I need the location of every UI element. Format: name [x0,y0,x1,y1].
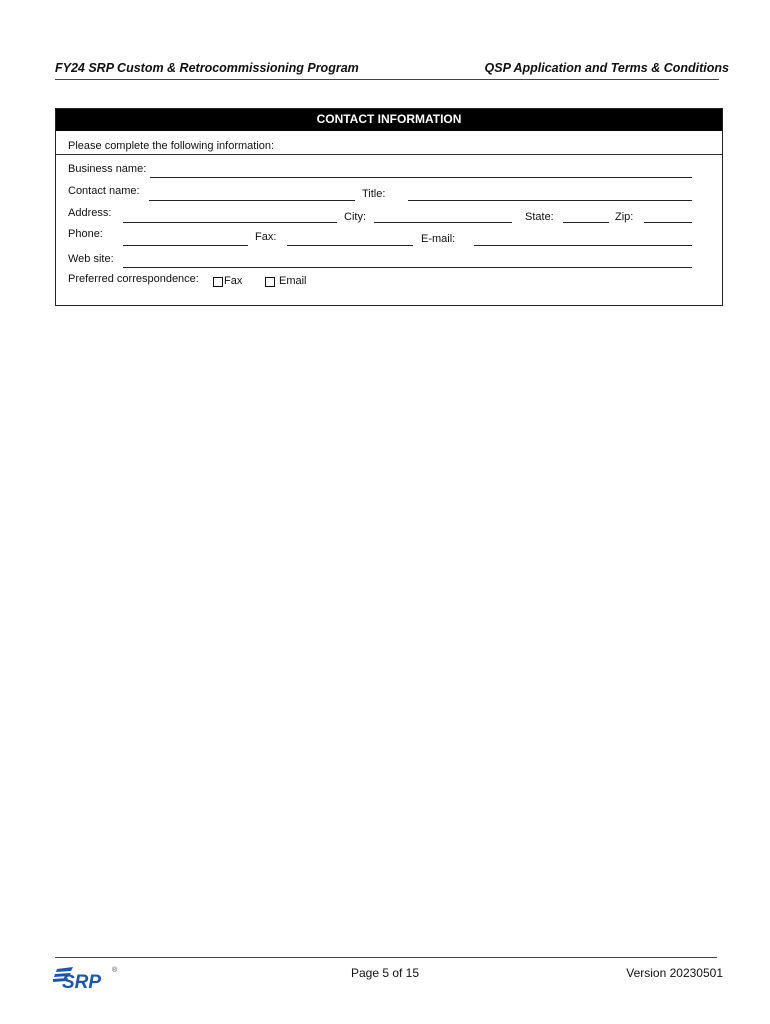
contact-information-section [55,108,723,306]
zip-label: Zip: [615,211,634,223]
footer-divider [55,957,717,958]
title-label: Title: [362,188,386,200]
registered-mark: ® [112,967,118,974]
intro-divider [56,154,722,155]
fax-label: Fax: [255,231,277,243]
city-field[interactable] [374,222,512,223]
document-header-title: FY24 SRP Custom & Retrocommissioning Program [55,61,359,75]
section-heading: CONTACT INFORMATION [56,109,722,131]
website-label: Web site: [68,253,114,265]
phone-label: Phone: [68,228,103,240]
page-number: Page 5 of 15 [350,966,420,980]
city-label: City: [344,211,366,223]
website-field[interactable] [123,267,692,268]
email-label: E-mail: [421,233,456,245]
section-intro: Please complete the following information: [68,140,275,152]
email-field[interactable] [474,245,692,246]
email-checkbox[interactable] [265,277,275,287]
fax-field[interactable] [287,245,413,246]
contact-name-field[interactable] [149,200,355,201]
version-label: Version 20230501 [626,966,723,980]
preferred-correspondence-label: Preferred correspondence: [68,273,199,285]
header-divider [55,79,719,80]
business-name-field[interactable] [150,177,692,178]
contact-name-label: Contact name: [68,185,140,197]
state-field[interactable] [563,222,609,223]
address-label: Address: [68,207,112,219]
address-field[interactable] [123,222,337,223]
fax-option-label: Fax [224,275,243,287]
state-label: State: [525,211,554,223]
email-option-label: Email [279,275,307,287]
business-name-label: Business name: [68,163,147,175]
title-field[interactable] [408,200,692,201]
zip-field[interactable] [644,222,692,223]
phone-field[interactable] [123,245,248,246]
fax-checkbox[interactable] [213,277,223,287]
logo-wordmark: SRP [62,972,102,990]
document-header-subtitle: QSP Application and Terms & Conditions [484,61,729,75]
